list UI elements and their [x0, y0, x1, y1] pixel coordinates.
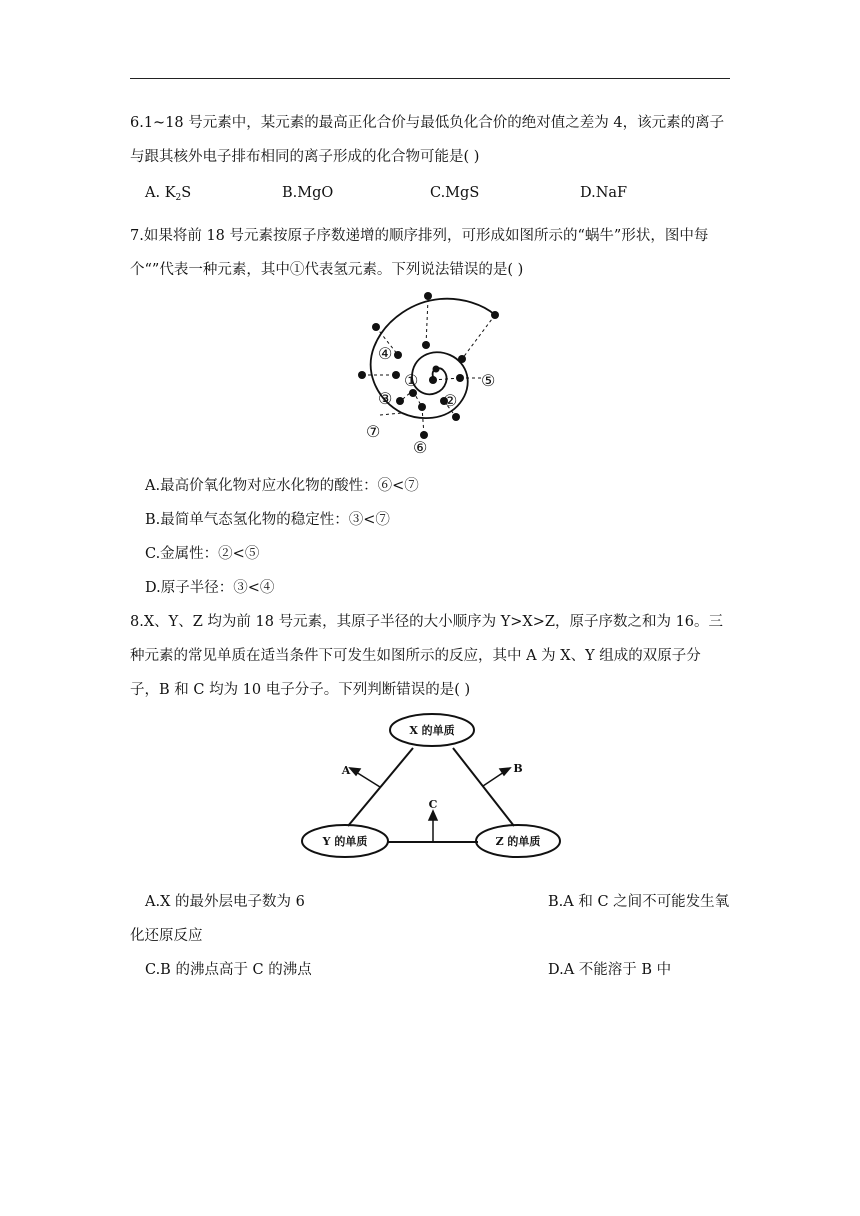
q8-option-a: A.X 的最外层电子数为 6: [145, 894, 305, 910]
spiral-dot: [429, 376, 437, 384]
reaction-triangle-figure: [300, 710, 565, 865]
arrow-b-label: B: [513, 762, 523, 775]
edge-x-z: [453, 748, 514, 826]
arrow-c-label: C: [428, 798, 438, 811]
q7-option-d: D.原子半径：③<④: [145, 580, 275, 596]
z-node-label: Z 的单质: [495, 835, 541, 848]
q8-option-d: D.A 不能溶于 B 中: [548, 962, 672, 978]
q8-stem-line3: 子，B 和 C 均为 10 电子分子。下列判断错误的是( ): [130, 682, 471, 698]
spiral-label-6: ⑥: [413, 438, 428, 457]
q6-option-d: D.NaF: [580, 185, 628, 201]
y-node-label: Y 的单质: [322, 835, 368, 848]
q6-option-c: C.MgS: [430, 185, 480, 201]
spiral-dot: [372, 323, 380, 331]
spiral-dot: [424, 292, 432, 300]
spiral-dot: [456, 374, 464, 382]
spiral-label-1: ①: [404, 371, 419, 390]
q6-stem-line2: 与跟其核外电子排布相同的离子形成的化合物可能是( ): [130, 149, 480, 165]
spiral-dot: [394, 351, 402, 359]
arrow-a-label: A: [341, 764, 351, 777]
q8-option-b-part2: 化还原反应: [130, 928, 203, 944]
spiral-dot: [396, 397, 404, 405]
edge-x-y: [348, 748, 413, 826]
q7-stem-line2: 个“”代表一种元素，其中①代表氢元素。下列说法错误的是( ): [130, 262, 524, 278]
q8-option-c: C.B 的沸点高于 C 的沸点: [145, 962, 312, 978]
header-rule: [130, 78, 730, 79]
spiral-dot: [418, 403, 426, 411]
q6-stem-line1: 6.1~18 号元素中，某元素的最高正化合价与最低负化合价的绝对值之差为 4，该元素的离子: [130, 115, 725, 131]
x-node-label: X 的单质: [409, 724, 455, 737]
spiral-dot: [491, 311, 499, 319]
spiral-dot: [452, 413, 460, 421]
spiral-dot: [422, 341, 430, 349]
q7-stem-line1: 7.如果将前 18 号元素按原子序数递增的顺序排列，可形成如图所示的“蜗牛”形状，图中每: [130, 228, 709, 244]
q7-option-b: B.最简单气态氢化物的稳定性：③<⑦: [145, 512, 390, 528]
q6-option-b: B.MgO: [282, 185, 334, 201]
snail-spiral-figure: [340, 285, 520, 460]
q7-option-a: A.最高价氧化物对应水化物的酸性：⑥<⑦: [145, 478, 419, 494]
spiral-dot: [433, 366, 440, 373]
spiral-dot: [392, 371, 400, 379]
spiral-label-2: ②: [443, 391, 458, 410]
q8-stem-line1: 8.X、Y、Z 均为前 18 号元素，其原子半径的大小顺序为 Y>X>Z，原子序数之和为 16。三: [130, 614, 724, 630]
q6-option-a: A. $K_2S$: [145, 185, 192, 203]
q7-option-c: C.金属性：②<⑤: [145, 546, 260, 562]
spiral-dot: [409, 389, 417, 397]
spiral-dot: [458, 355, 466, 363]
spiral-label-5: ⑤: [481, 371, 496, 390]
spiral-dot: [358, 371, 366, 379]
spiral-label-4: ④: [378, 344, 393, 363]
spiral-label-3: ③: [378, 389, 393, 408]
spiral-label-7: ⑦: [366, 422, 381, 441]
q8-option-b-part1: B.A 和 C 之间不可能发生氧: [548, 894, 730, 910]
q8-stem-line2: 种元素的常见单质在适当条件下可发生如图所示的反应，其中 A 为 X、Y 组成的双原子分: [130, 648, 701, 664]
